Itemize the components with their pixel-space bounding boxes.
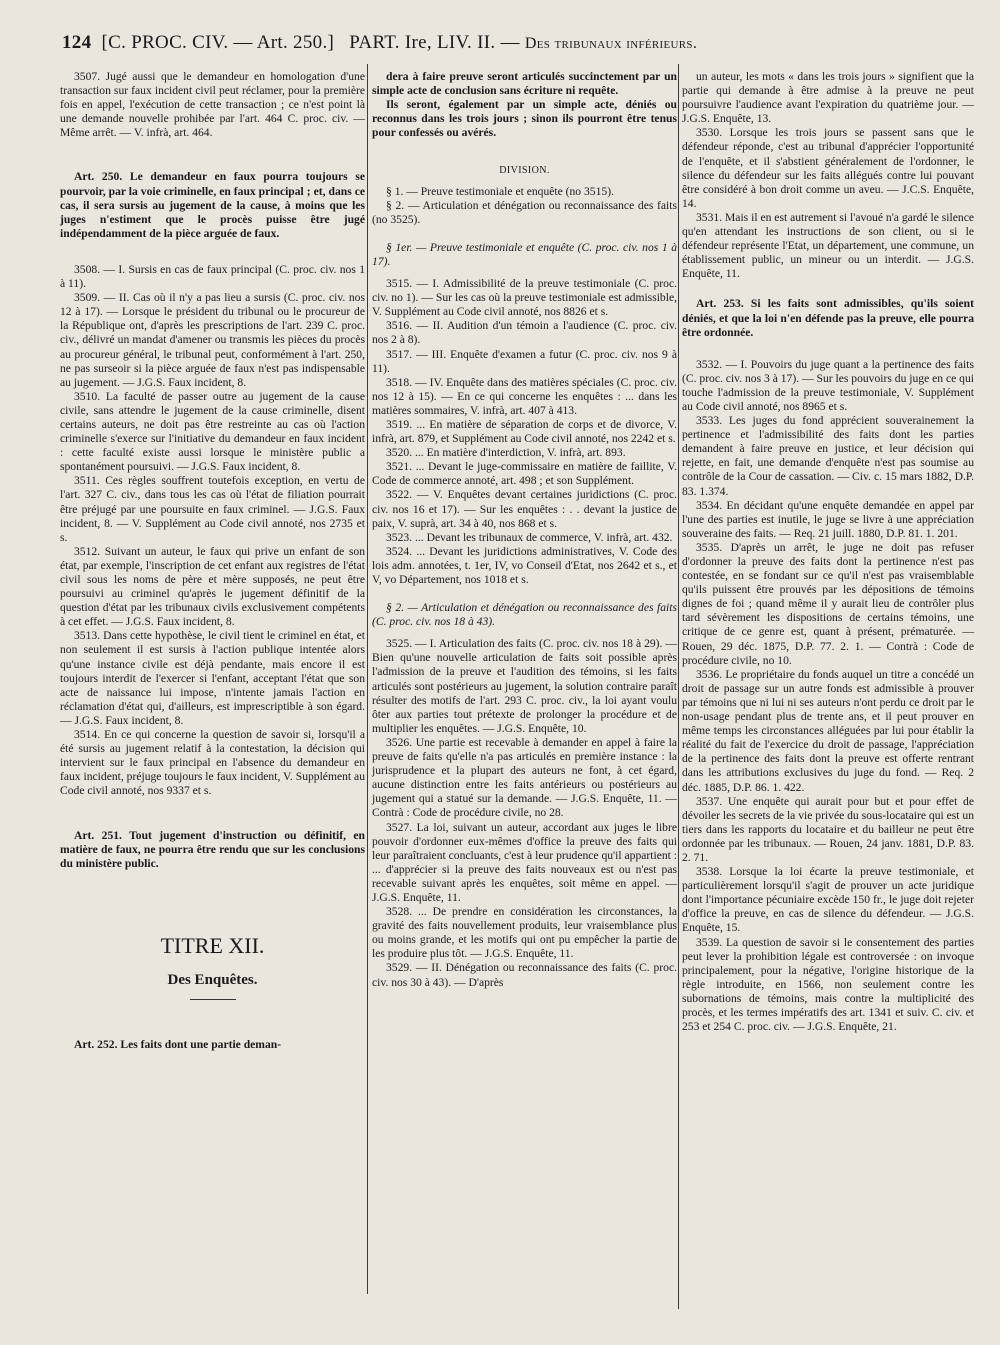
paragraph-3517: 3517. — III. Enquête d'examen a futur (C. proc. civ. nos 9 à 11).: [372, 347, 677, 375]
paragraph-3511: 3511. Ces règles souffrent toutefois exception, en vertu de l'art. 327 C. civ., dans tous les cas où l'état de filiation pourrait être préjugé par une poursuite en faux criminel. — J.G.S. Faux incident, 8. — V. Supplément au Code civil annoté, nos 2735 et s.: [60, 474, 365, 544]
paragraph-3516: 3516. — II. Audition d'un témoin a l'audience (C. proc. civ. nos 2 à 8).: [372, 319, 677, 347]
division-item-2: § 2. — Articulation et dénégation ou reconnaissance des faits (no 3525).: [372, 198, 677, 226]
article-250: Art. 250. Le demandeur en faux pourra toujours se pourvoir, par la voie criminelle, en faux principal ; et, dans ce cas, il sera sursis au jugement de la cause, à moins que les juges n'estiment que le procès puisse être jugé indépendamment de la pièce arguée de faux.: [60, 170, 365, 240]
division-heading: DIVISION.: [499, 165, 550, 177]
paragraph-3512: 3512. Suivant un auteur, le faux qui prive un enfant de son état, par exemple, l'inscription de cet enfant aux registres de l'état civil sous les noms de père et mère supposés, ne peut être poursuivi au criminel qu'après le jugement définitif de la question d'état par les tribunaux civils exclusivement compétents à cet effet. — J.G.S. Faux incident, 8.: [60, 544, 365, 629]
article-251: Art. 251. Tout jugement d'instruction ou définitif, en matière de faux, ne pourra être rendu que sur les conclusions du ministère public.: [60, 828, 365, 870]
paragraph-3525: 3525. — I. Articulation des faits (C. proc. civ. nos 18 à 29). — Bien qu'une nouvelle articulation de faits soit possible après l'admission de la preuve et l'audition des témoins, si les faits articulés sont postérieurs au jugement, la solution contraire paraît résulter des motifs de l'art. 293 C. proc. civ., la loi ayant voulu ôter aux parties tout prétexte de prolonger la procédure et de multiplier les enquêtes. — J.G.S. Enquête, 10.: [372, 637, 677, 735]
paragraph-3538: 3538. Lorsque la loi écarte la preuve testimoniale, et particulièrement lorsqu'il s'agit de prouver un acte juridique dont l'importance pécuniaire excède 150 fr., le juge doit rejeter d'office la preuve, en cas de silence du défendeur. — J.G.S. Enquête, 15.: [682, 865, 974, 935]
article-252: Art. 252. Les faits dont une partie deman-: [74, 1037, 282, 1051]
paragraph-3535: 3535. D'après un arrêt, le juge ne doit pas refuser d'ordonner la preuve des faits dont la pertinence n'est pas contestée, en se fondant sur ce qu'il n'est pas vraisemblable qu'ils puissent être prouvés par les dépositions de témoins dignes de foi ; quand même il y aurait lieu de contrôler plus tard sévèrement les dispositions de certains témoins, une critique de ce genre est, quant à présent, prématurée. — Rouen, 29 déc. 1875, D.P. 77. 2. 1. — Contrà : Code de procédure civile, no 10.: [682, 540, 974, 667]
paragraph-3527: 3527. La loi, suivant un auteur, accordant aux juges le libre pouvoir d'ordonner eux-mêmes d'office la preuve des faits qui leur paraîtraient concluants, c'est à leur prudence qu'il appartient : ... d'apprécier si la preuve des faits nouveaux est ou n'est pas recevable suivant après les enquêtes, soit même en appel. — J.G.S. Enquête, 11.: [372, 820, 677, 904]
paragraph-3519: 3519. ... En matière de séparation de corps et de divorce, V. infrà, art. 879, et Supplément au Code civil annoté, nos 2242 et s.: [372, 417, 677, 446]
paragraph-3518: 3518. — IV. Enquête dans des matières spéciales (C. proc. civ. nos 12 à 15). — En ce qui concerne les enquêtes : ... dans les matières sommaires, V. infrà, art. 407 à 413.: [372, 375, 677, 417]
paragraph-3536: 3536. Le propriétaire du fonds auquel un titre a concédé un droit de passage sur un autre fonds est admissible à prouver par témoins que ni lui ni ses auteurs n'ont perdu ce droit par le non-usage pendant plus de trente ans, et il peut prouver en même temps les circonstances alléguées par lui pour établir la réalité du fait de l'exercice du droit de passage, l'appréciation de la pertinence des faits dont la preuve est offerte rentrant dans les attributions exclusives du juge du fond. — Req. 2 déc. 1885, D.P. 86. 1. 422.: [682, 667, 974, 794]
section-2-heading: § 2. — Articulation et dénégation ou reconnaissance des faits (C. proc. civ. nos 18 à 43).: [372, 601, 677, 629]
paragraph-3524: 3524. ... Devant les juridictions administratives, V. Code des lois adm. annotées, t. 1er, IV, vo Conseil d'Etat, nos 2642 et s., et V, vo Département, nos 1018 et s.: [372, 544, 677, 586]
paragraph-3531: 3531. Mais il en est autrement si l'avoué n'a gardé le silence qu'en attendant les instructions de son client, ou si le défendeur représente l'Etat, un département, une commune, un établissement public, un mineur ou un interdit. — J.G.S. Enquête, 11.: [682, 210, 974, 281]
paragraph-3532: 3532. — I. Pouvoirs du juge quant a la pertinence des faits (C. proc. civ. nos 3 à 17). — Sur les pouvoirs du juge en ce qui touche l'admission de la preuve testimoniale, V. Supplément au Code civil annoté, nos 8965 et s.: [682, 357, 974, 413]
paragraph-3510: 3510. La faculté de passer outre au jugement de la cause civile, sans attendre le jugement de la cause criminelle, disent certains auteurs, ne doit pas être restreinte au cas où l'action criminelle s'exerce sur l'initiative du demandeur en faux incident : cette faculté existe aussi lorsque le ministère public a spontanément poursuivi. — J.G.S. Faux incident, 8.: [60, 389, 365, 474]
column-divider-1: [367, 64, 368, 1294]
article-252-continued: dera à faire preuve seront articulés succinctement par un simple acte de conclusion sans écriture ni requête.: [372, 70, 677, 98]
paragraph-3530: 3530. Lorsque les trois jours se passent sans que le défendeur réponde, c'est au tribunal d'apprécier l'opportunité de l'enquête, et il s'abstient généralement de l'ordonner, le silence du défendeur sur les faits allégués contre lui pouvant être considéré à bon droit comme un aveu. — J.C.S. Enquête, 14.: [682, 126, 974, 210]
paragraph-3523: 3523. ... Devant les tribunaux de commerce, V. infrà, art. 432.: [386, 530, 673, 544]
paragraph-3513: 3513. Dans cette hypothèse, le civil tient le criminel en état, et non seulement il est sursis à l'action publique intentée alors qu'une instance civile est déjà pendante, mais encore il est toujours interdit de l'exercer si l'enfant, acceptant l'état que son acte de naissance lui impose, n'intente jamais l'action en réclamation d'état qui, d'ailleurs, est imprescriptible à son égard. — J.G.S. Faux incident, 8.: [60, 629, 365, 727]
section-1-heading: § 1er. — Preuve testimoniale et enquête (C. proc. civ. nos 1 à 17).: [372, 240, 677, 268]
paragraph-3529: 3529. — II. Dénégation ou reconnaissance des faits (C. proc. civ. nos 30 à 43). — D'après: [372, 961, 677, 989]
paragraph-3507: 3507. Jugé aussi que le demandeur en homologation d'une transaction sur faux incident civil peut réclamer, pour la première fois en appel, l'exécution de cette transaction ; ce n'est point là une demande nouvelle prohibée par l'art. 464 C. proc. civ. — Même arrêt. — V. infrà, art. 464.: [60, 70, 365, 140]
paragraph-3539: 3539. La question de savoir si le consentement des parties peut lever la prohibition légale est controversée : on invoque principalement, pour la négative, l'origine historique de la règle introduite, en 1566, non seulement contre les subornations de témoins, mais contre la multiplicité des procès, et les termes impératifs des art. 1341 et suiv. C. civ. et 253 et 254 C. proc. civ. — J.G.S. Enquête, 21.: [682, 935, 974, 1034]
page-number: 124: [62, 32, 92, 53]
header-right-title: Des tribunaux inférieurs.: [524, 35, 698, 52]
paragraph-3537: 3537. Une enquête qui aurait pour but et pour effet de dévoiler les secrets de la vie privée du sous-locataire qui est un tiers dans les rapports du locataire et du bailleur ne peut être ordonnée par les tribunaux. — Rouen, 24 janv. 1881, D.P. 83. 2. 71.: [682, 794, 974, 864]
paragraph-3526: 3526. Une partie est recevable à demander en appel à faire la preuve de faits qu'elle n'a pas articulés en première instance : la jurisprudence et la plupart des auteurs ne font, à cet égard, aucune distinction entre les faits antérieurs ou postérieurs au jugement qui a statué sur la demande. — J.G.S. Enquête, 11. — Contrà : Code de procédure civile, no 28.: [372, 735, 677, 820]
column-middle: [372, 70, 677, 990]
paragraph-3514: 3514. En ce qui concerne la question de savoir si, lorsqu'il a été sursis au jugement relatif à la contestation, la décision qui intervient sur le faux principal en l'absence du demandeur en faux incident, préjuge toujours le faux incident, V. Supplément au Code civil annoté, nos 9337 et s.: [60, 728, 365, 798]
paragraph-3509: 3509. — II. Cas où il n'y a pas lieu a sursis (C. proc. civ. nos 12 à 17). — Lorsque le président du tribunal ou le procureur de la République ont, d'après les prescriptions de l'art. 239 C. proc. civ., délivré un mandat d'amener ou transmis les pièces du procès au procureur général, le tribunal peut, conformément à l'art. 250, ne pas surseoir si la pièce arguée de faux n'est pas indispensable au jugement. — J.G.S. Faux incident, 8.: [60, 291, 365, 389]
paragraph-3534: 3534. En décidant qu'une enquête demandée en appel par l'une des parties est inutile, le juge se livre à une appréciation souveraine des faits. — Req. 21 juill. 1880, D.P. 81. 1. 201.: [682, 498, 974, 540]
header-left-title: [C. PROC. CIV. — Art. 250.]: [101, 32, 335, 53]
column-left: [60, 70, 365, 1052]
paragraph-3508: 3508. — I. Sursis en cas de faux principal (C. proc. civ. nos 1 à 11).: [60, 262, 365, 291]
article-253: Art. 253. Si les faits sont admissibles, qu'ils soient déniés, et que la loi n'en défende pas la preuve, elle pourra être ordonnée.: [682, 297, 974, 339]
subtitle-heading: Des Enquêtes.: [167, 971, 258, 988]
division-item-1: § 1. — Preuve testimoniale et enquête (no 3515).: [386, 184, 614, 198]
paragraph-3529-continued: un auteur, les mots « dans les trois jours » signifient que la partie qui demande à être admise à la preuve ne peut poursuivre l'audience avant l'expiration du quatrième jour. — J.G.S. Enquête, 13.: [682, 70, 974, 126]
paragraph-3533: 3533. Les juges du fond apprécient souverainement la pertinence et l'admissibilité des faits dont les parties demandent à faire preuve en justice, et leur décision qui rejette, en fait, une demande d'enquête n'est pas soumise au contrôle de la Cour de cassation. — Civ. c. 15 mars 1882, D.P. 83. 1.374.: [682, 414, 974, 498]
column-right: [682, 70, 974, 1034]
paragraph-3521: 3521. ... Devant le juge-commissaire en matière de faillite, V. Code de commerce annoté, art. 498 ; et son Supplément.: [372, 460, 677, 488]
divider-rule: [190, 999, 236, 1000]
article-252-second-paragraph: Ils seront, également par un simple acte, déniés ou reconnus dans les trois jours ; sinon ils pourront être tenus pour confessés ou avérés.: [372, 98, 677, 140]
title-heading: TITRE XII.: [160, 932, 265, 958]
paragraph-3520: 3520. ... En matière d'interdiction, V. infrà, art. 893.: [386, 446, 626, 460]
running-header: [62, 32, 962, 60]
column-divider-2: [678, 64, 679, 1309]
paragraph-3528: 3528. ... De prendre en considération les circonstances, la gravité des faits nouvellement produits, leur vraisemblance plus ou moins grande, et les motifs qui ont pu empêcher la partie de les produire plus tôt. — J.G.S. Enquête, 11.: [372, 905, 677, 961]
paragraph-3515: 3515. — I. Admissibilité de la preuve testimoniale (C. proc. civ. no 1). — Sur les cas où la preuve testimoniale est admissible, V. Supplément au Code civil annoté, nos 8826 et s.: [372, 277, 677, 319]
header-right-prefix: PART. Ire, LIV. II. —: [349, 32, 520, 53]
paragraph-3522: 3522. — V. Enquêtes devant certaines juridictions (C. proc. civ. nos 16 et 17). — Sur les enquêtes : . . devant la justice de paix, V. suprà, art. 34 à 40, nos 868 et s.: [372, 488, 677, 530]
